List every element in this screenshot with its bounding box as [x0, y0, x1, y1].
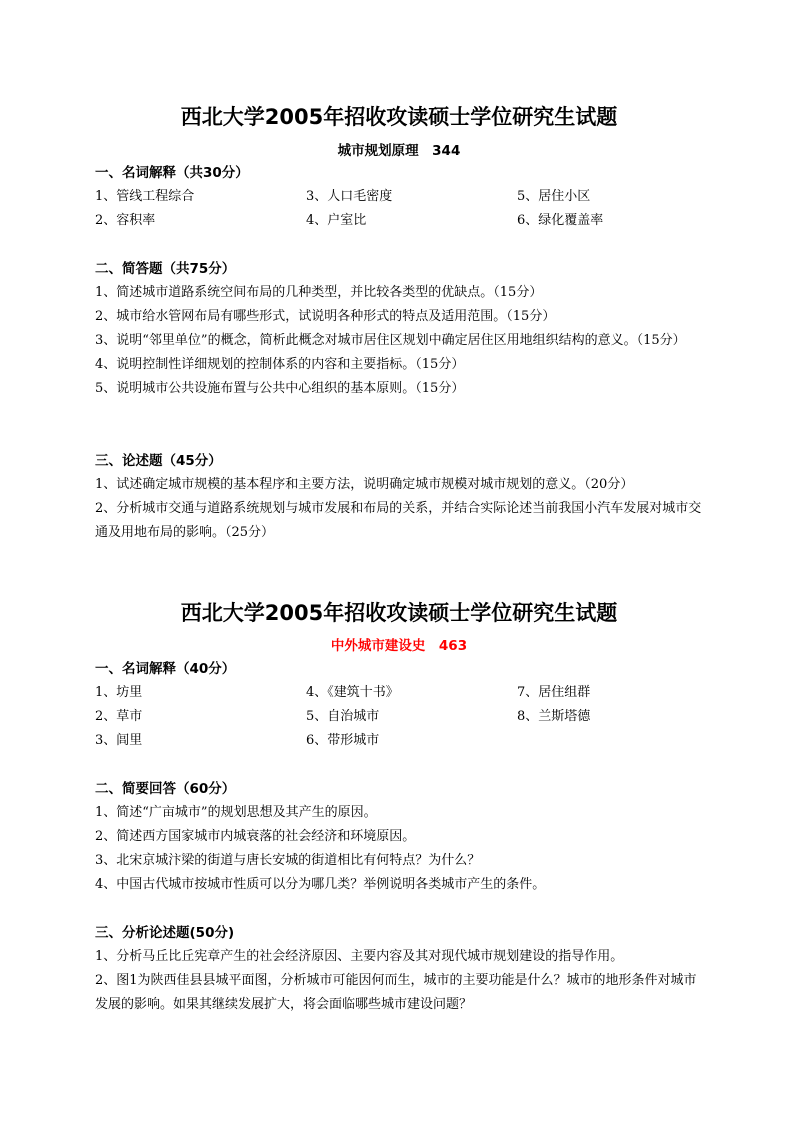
term-item: 8、兰斯塔德 [517, 709, 591, 724]
section-heading: 三、分析论述题(50分) [95, 925, 235, 941]
term-item: 1、坊里 [95, 685, 143, 700]
question-item: 3、北宋京城汴梁的街道与唐长安城的街道相比有何特点？为什么？ [95, 853, 481, 868]
question-item: 1、简述城市道路系统空间布局的几种类型，并比较各类型的优缺点。（15分） [95, 285, 543, 300]
section-essay [95, 449, 703, 545]
term-item: 7、居住组群 [517, 685, 591, 700]
section-analysis-essay [95, 921, 703, 1017]
term-item: 5、居住小区 [517, 189, 591, 204]
section-term-definitions [95, 161, 703, 233]
subject-subtitle: 城市规划原理 344 [337, 143, 461, 159]
section-short-answer [95, 257, 703, 401]
term-item: 6、带形城市 [306, 733, 380, 748]
question-item: 2、图1为陕西佳县县城平面图，分析城市可能因何而生，城市的主要功能是什么？城市的地形条件对城市发展的影响。如果其继续发展扩大，将会面临哪些城市建设问题？ [95, 973, 697, 1012]
term-item: 6、绿化覆盖率 [517, 213, 604, 228]
question-item: 4、中国古代城市按城市性质可以分为哪几类？举例说明各类城市产生的条件。 [95, 877, 546, 892]
section-heading: 一、名词解释（40分） [95, 661, 236, 677]
question-item: 1、分析马丘比丘宪章产生的社会经济原因、主要内容及其对现代城市规划建设的指导作用。 [95, 949, 624, 964]
term-item: 4、户室比 [306, 213, 367, 228]
section-heading: 二、简要回答（60分） [95, 781, 236, 797]
term-item: 3、人口毛密度 [306, 189, 393, 204]
subject-subtitle: 中外城市建设史 463 [330, 638, 468, 654]
question-item: 3、说明“邻里单位”的概念，简析此概念对城市居住区规划中确定居住区用地组织结构的意义。（15分） [95, 333, 686, 348]
section-heading: 一、名词解释（共30分） [95, 165, 249, 181]
term-item: 1、管线工程综合 [95, 189, 195, 204]
term-item: 2、容积率 [95, 213, 156, 228]
exam-title: 西北大学2005年招收攻读硕士学位研究生试题 [180, 601, 618, 625]
exam-title: 西北大学2005年招收攻读硕士学位研究生试题 [180, 105, 618, 129]
question-item: 2、分析城市交通与道路系统规划与城市发展和布局的关系，并结合实际论述当前我国小汽车发展对城市交通及用地布局的影响。（25分） [95, 501, 702, 540]
question-item: 2、简述西方国家城市内城衰落的社会经济和环境原因。 [95, 829, 416, 844]
question-item: 4、说明控制性详细规划的控制体系的内容和主要指标。（15分） [95, 357, 465, 372]
question-item: 1、试述确定城市规模的基本程序和主要方法，说明确定城市规模对城市规划的意义。（20分） [95, 477, 634, 492]
term-item: 2、草市 [95, 709, 143, 724]
term-item: 4、《建筑十书》 [306, 685, 399, 700]
section-brief-answer [95, 777, 703, 897]
question-item: 5、说明城市公共设施布置与公共中心组织的基本原则。（15分） [95, 381, 465, 396]
section-heading: 三、论述题（45分） [95, 453, 222, 469]
section-term-definitions [95, 657, 703, 753]
term-item: 3、闾里 [95, 733, 143, 748]
question-item: 1、简述“广亩城市”的规划思想及其产生的原因。 [95, 805, 377, 820]
term-item: 5、自治城市 [306, 709, 380, 724]
section-heading: 二、简答题（共75分） [95, 261, 236, 277]
question-item: 2、城市给水管网布局有哪些形式，试说明各种形式的特点及适用范围。（15分） [95, 309, 556, 324]
